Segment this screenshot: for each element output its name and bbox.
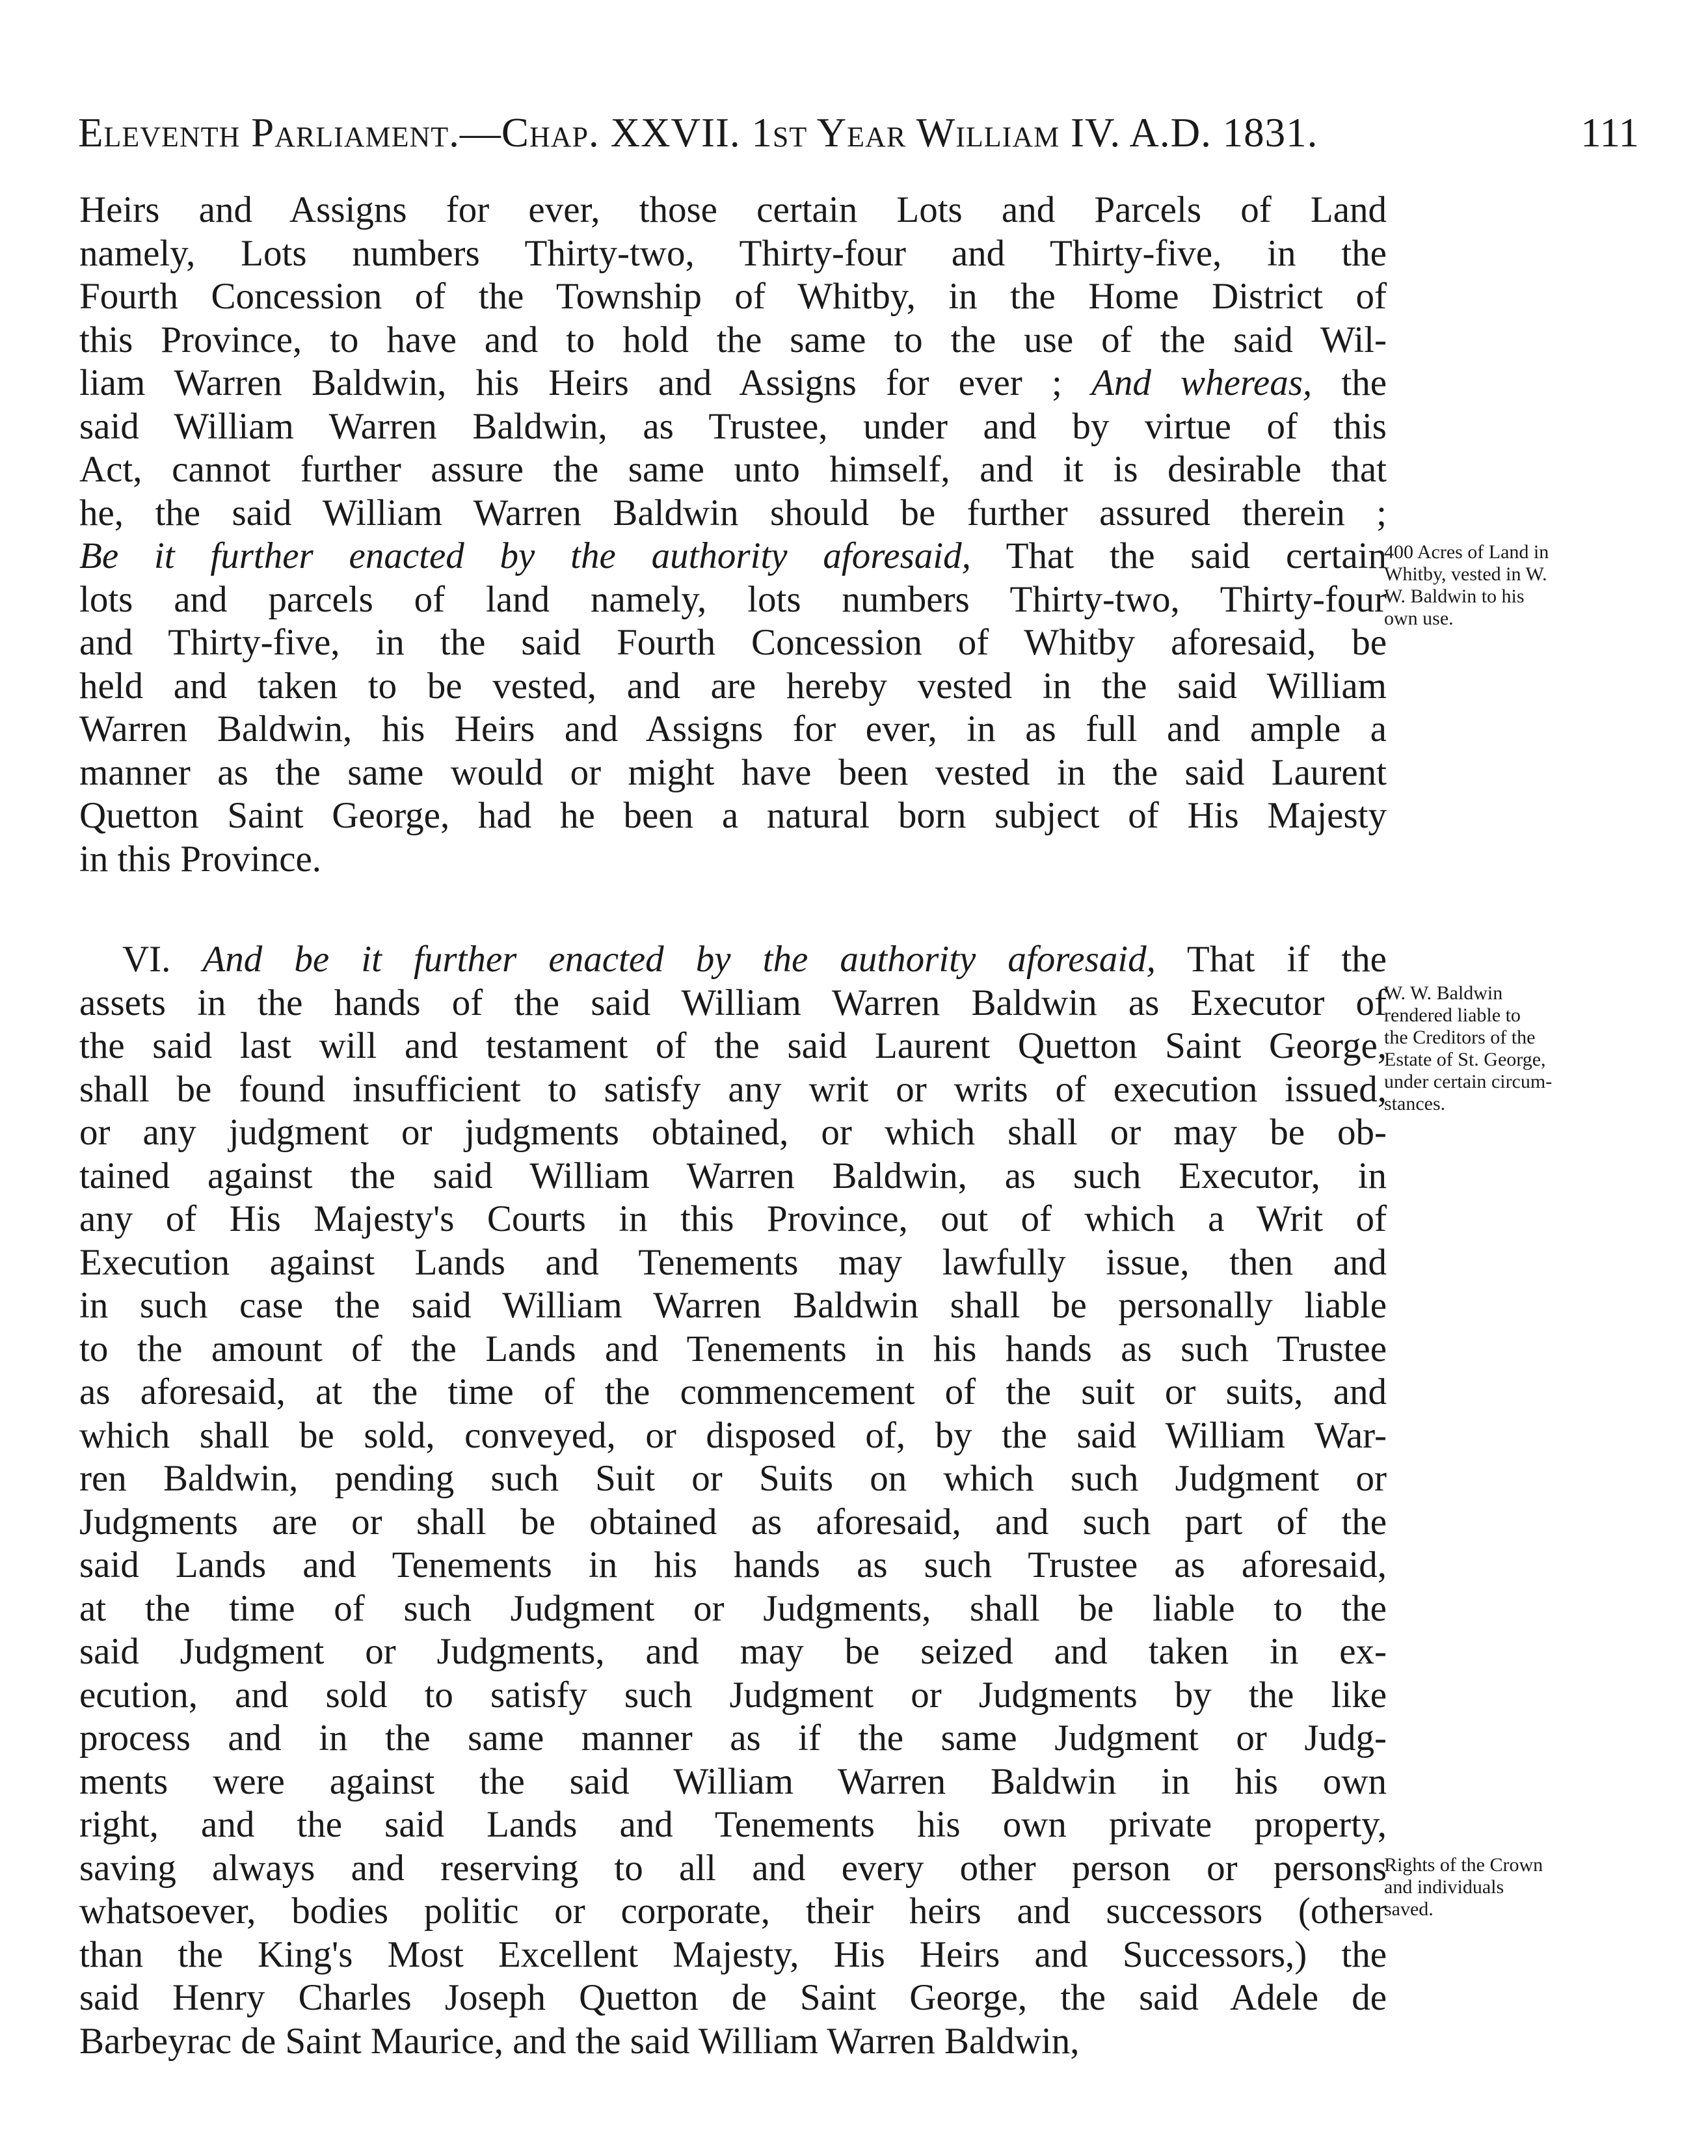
- text-line: Barbeyrac de Saint Maurice, and the said William Warren Baldwin,: [79, 2020, 1080, 2062]
- section-number: VI.: [122, 939, 171, 980]
- text-span: liam Warren Baldwin, his Heirs and Assigns for ever ;: [79, 362, 1062, 403]
- text-line: as aforesaid, at the time of the commencement of the suit or suits, and: [79, 1371, 1387, 1412]
- paragraph-gap: [79, 881, 1387, 938]
- text-line: namely, Lots numbers Thirty-two, Thirty-four and Thirty-five, in the: [79, 232, 1387, 274]
- text-line: to the amount of the Lands and Tenements in his hands as such Trustee: [79, 1328, 1387, 1369]
- text-line: Judgments are or shall be obtained as aforesaid, and such part of the: [79, 1501, 1387, 1543]
- text-line: [79, 362, 1387, 405]
- text-line: ren Baldwin, pending such Suit or Suits on which such Judgment or: [79, 1458, 1387, 1499]
- margin-note-line: W. Baldwin to his: [1384, 586, 1525, 607]
- text-line: Quetton Saint George, had he been a natural born subject of His Majesty: [79, 795, 1387, 836]
- text-line: manner as the same would or might have been vested in the said Laurent: [79, 751, 1387, 793]
- margin-note-line: Rights of the Crown: [1384, 1854, 1543, 1876]
- margin-note-line: own use.: [1384, 608, 1454, 629]
- text-line: any of His Majesty's Courts in this Province, out of which a Writ of: [79, 1198, 1387, 1239]
- margin-note-line: under certain circum-: [1384, 1071, 1553, 1092]
- margin-note-line: W. W. Baldwin: [1384, 982, 1503, 1004]
- text-line: Warren Baldwin, his Heirs and Assigns for ever, in as full and ample a: [79, 708, 1387, 749]
- text-line: shall be found insufficient to satisfy any writ or writs of execution issued,: [79, 1068, 1387, 1110]
- text-line: he, the said William Warren Baldwin should be further assured therein ;: [79, 492, 1387, 533]
- text-line: than the King's Most Excellent Majesty, His Heirs and Successors,) the: [79, 1934, 1387, 1975]
- text-line: whatsoever, bodies politic or corporate, their heirs and successors (other: [79, 1891, 1387, 1932]
- text-line: saving always and reserving to all and every other person or persons: [79, 1847, 1387, 1889]
- text-line: said Henry Charles Joseph Quetton de Saint George, the said Adele de: [79, 1977, 1387, 2018]
- page-number: 111: [1581, 110, 1639, 155]
- text-span: That the said certain: [1006, 535, 1387, 576]
- italic-phrase: And whereas,: [1091, 362, 1313, 403]
- text-span: That if the: [1186, 939, 1387, 980]
- running-title: Eleventh Parliament.—Chap. XXVII. 1st Year William IV. A.D. 1831.: [78, 110, 1318, 155]
- running-head: [78, 109, 1639, 161]
- text-line: which shall be sold, conveyed, or disposed of, by the said William War-: [79, 1414, 1387, 1456]
- text-line: at the time of such Judgment or Judgments, shall be liable to the: [79, 1587, 1387, 1629]
- text-line: held and taken to be vested, and are hereby vested in the said William: [79, 665, 1387, 707]
- margin-note-line: 400 Acres of Land in: [1384, 541, 1549, 563]
- margin-note-line: rendered liable to: [1384, 1004, 1521, 1026]
- text-line: ments were against the said William Warren Baldwin in his own: [79, 1760, 1387, 1802]
- text-line: or any judgment or judgments obtained, or which shall or may be ob-: [79, 1112, 1387, 1153]
- text-line: said Judgment or Judgments, and may be seized and taken in ex-: [79, 1631, 1387, 1672]
- text-line: process and in the same manner as if the same Judgment or Judg-: [79, 1718, 1387, 1758]
- margin-note-line: and individuals: [1384, 1876, 1504, 1898]
- margin-note-rights-saved: [1384, 1854, 1638, 1920]
- text-line: Execution against Lands and Tenements may lawfully issue, then and: [79, 1241, 1387, 1283]
- margin-note-line: saved.: [1384, 1898, 1434, 1920]
- body-text: [79, 189, 1387, 2063]
- text-line: said Lands and Tenements in his hands as such Trustee as aforesaid,: [79, 1544, 1387, 1585]
- text-line: this Province, to have and to hold the same to the use of the said Wil-: [79, 319, 1387, 360]
- text-line: Heirs and Assigns for ever, those certain Lots and Parcels of Land: [79, 189, 1387, 230]
- margin-note-land-vested: [1384, 541, 1638, 630]
- text-line: said William Warren Baldwin, as Trustee, under and by virtue of this: [79, 405, 1387, 447]
- text-line: the said last will and testament of the said Laurent Quetton Saint George,: [79, 1025, 1387, 1066]
- text-line: Act, cannot further assure the same unto himself, and it is desirable that: [79, 449, 1387, 490]
- text-line: lots and parcels of land namely, lots numbers Thirty-two, Thirty-four: [79, 578, 1387, 620]
- text-line: assets in the hands of the said William Warren Baldwin as Executor of: [79, 982, 1387, 1023]
- margin-note-line: Whitby, vested in W.: [1384, 563, 1547, 585]
- margin-note-line: Estate of St. George,: [1384, 1049, 1546, 1070]
- text-span: the: [1341, 362, 1387, 403]
- margin-note-line: the Creditors of the: [1384, 1027, 1536, 1048]
- text-line: ecution, and sold to satisfy such Judgment or Judgments by the like: [79, 1674, 1387, 1716]
- text-line: and Thirty-five, in the said Fourth Concession of Whitby aforesaid, be: [79, 622, 1387, 663]
- text-line: in this Province.: [79, 838, 322, 880]
- margin-note-baldwin-liable: [1384, 982, 1638, 1115]
- margin-note-line: stances.: [1384, 1093, 1446, 1114]
- text-line: Fourth Concession of the Township of Whitby, in the Home District of: [79, 276, 1387, 317]
- text-line: [79, 535, 1387, 578]
- italic-phrase: Be it further enacted by the authority aforesaid,: [79, 535, 971, 576]
- italic-phrase: And be it further enacted by the authority aforesaid,: [202, 939, 1156, 980]
- text-line: tained against the said William Warren Baldwin, as such Executor, in: [79, 1155, 1387, 1196]
- text-line: right, and the said Lands and Tenements his own private property,: [79, 1804, 1387, 1845]
- text-line: in such case the said William Warren Baldwin shall be personally liable: [79, 1285, 1387, 1326]
- section-heading-line: [79, 938, 1387, 982]
